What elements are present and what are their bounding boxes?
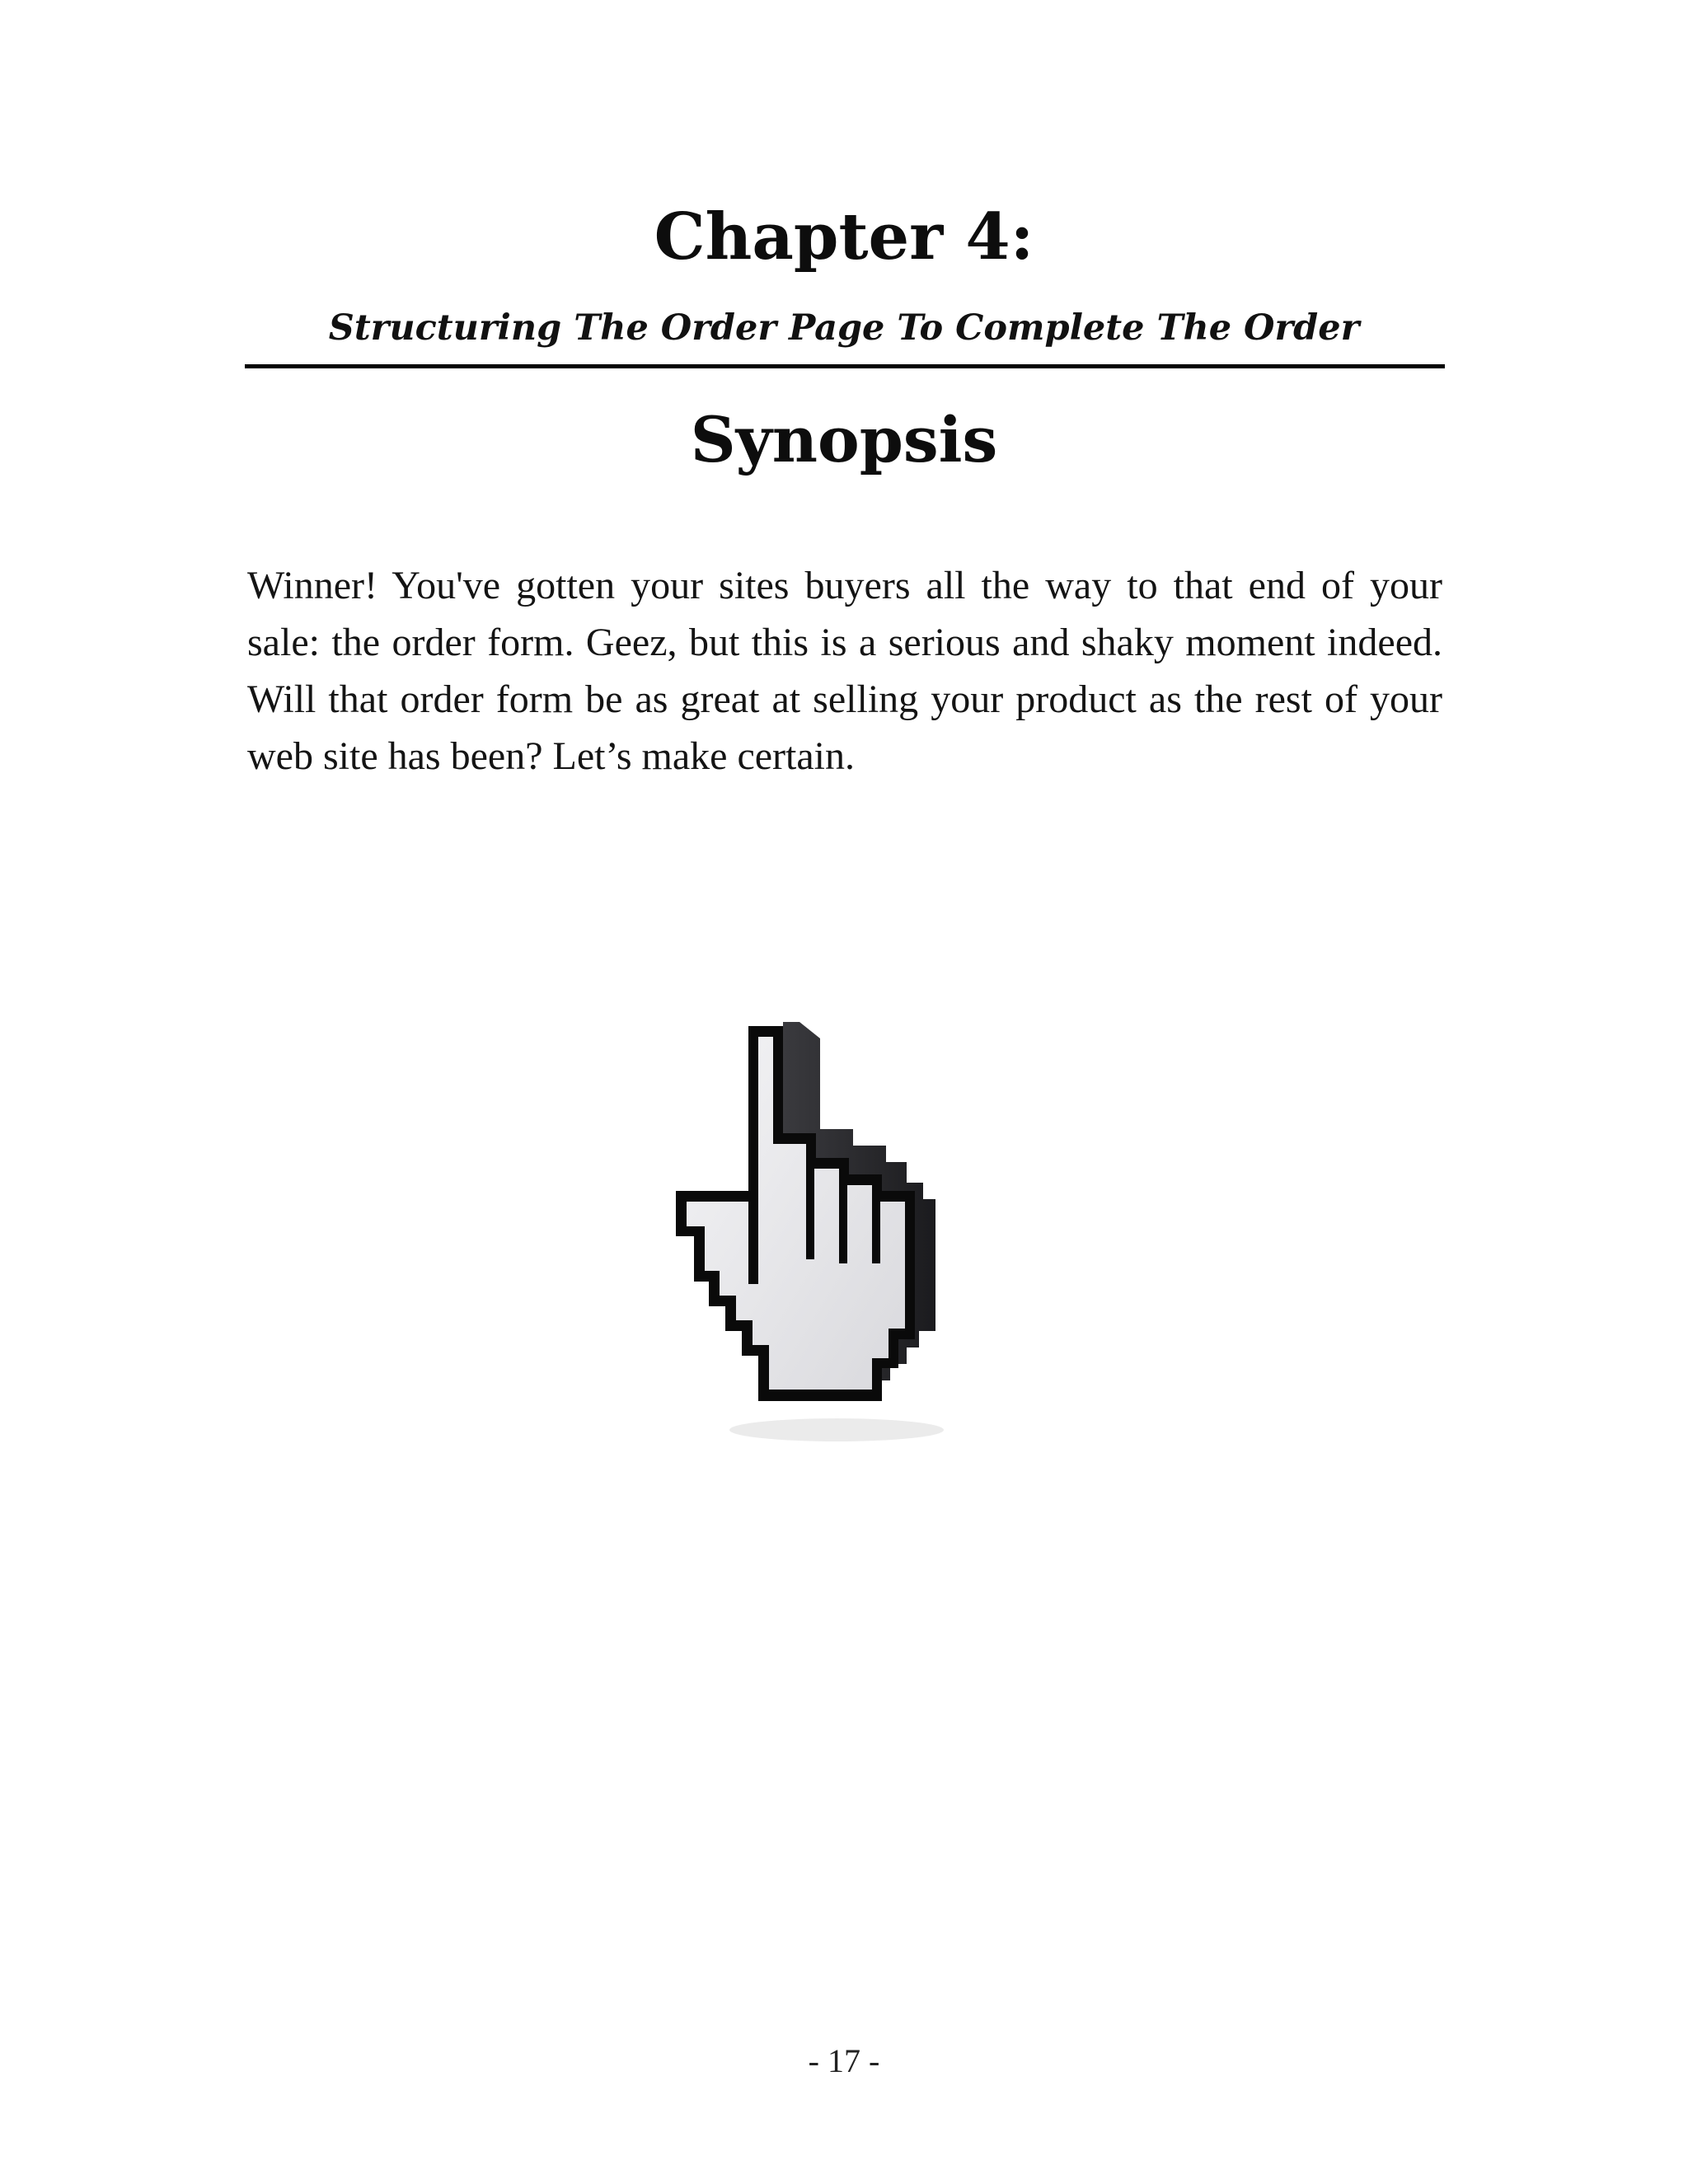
section-heading: Synopsis xyxy=(690,403,998,476)
hand-pointer-cursor-icon xyxy=(676,1014,1006,1459)
chapter-title: Chapter 4: xyxy=(654,199,1034,274)
synopsis-paragraph: Winner! You've gotten your sites buyers all the way to that end of your sale: the order form. Geez, but this is a serious and shaky moment indeed. Will that order form be as great at selling your product as the rest of your web site has been? Let’s make certain. xyxy=(247,564,1442,778)
title-divider xyxy=(245,364,1445,368)
chapter-subtitle: Structuring The Order Page To Complete The Order xyxy=(328,307,1360,349)
page-number: - 17 - xyxy=(808,2042,880,2079)
